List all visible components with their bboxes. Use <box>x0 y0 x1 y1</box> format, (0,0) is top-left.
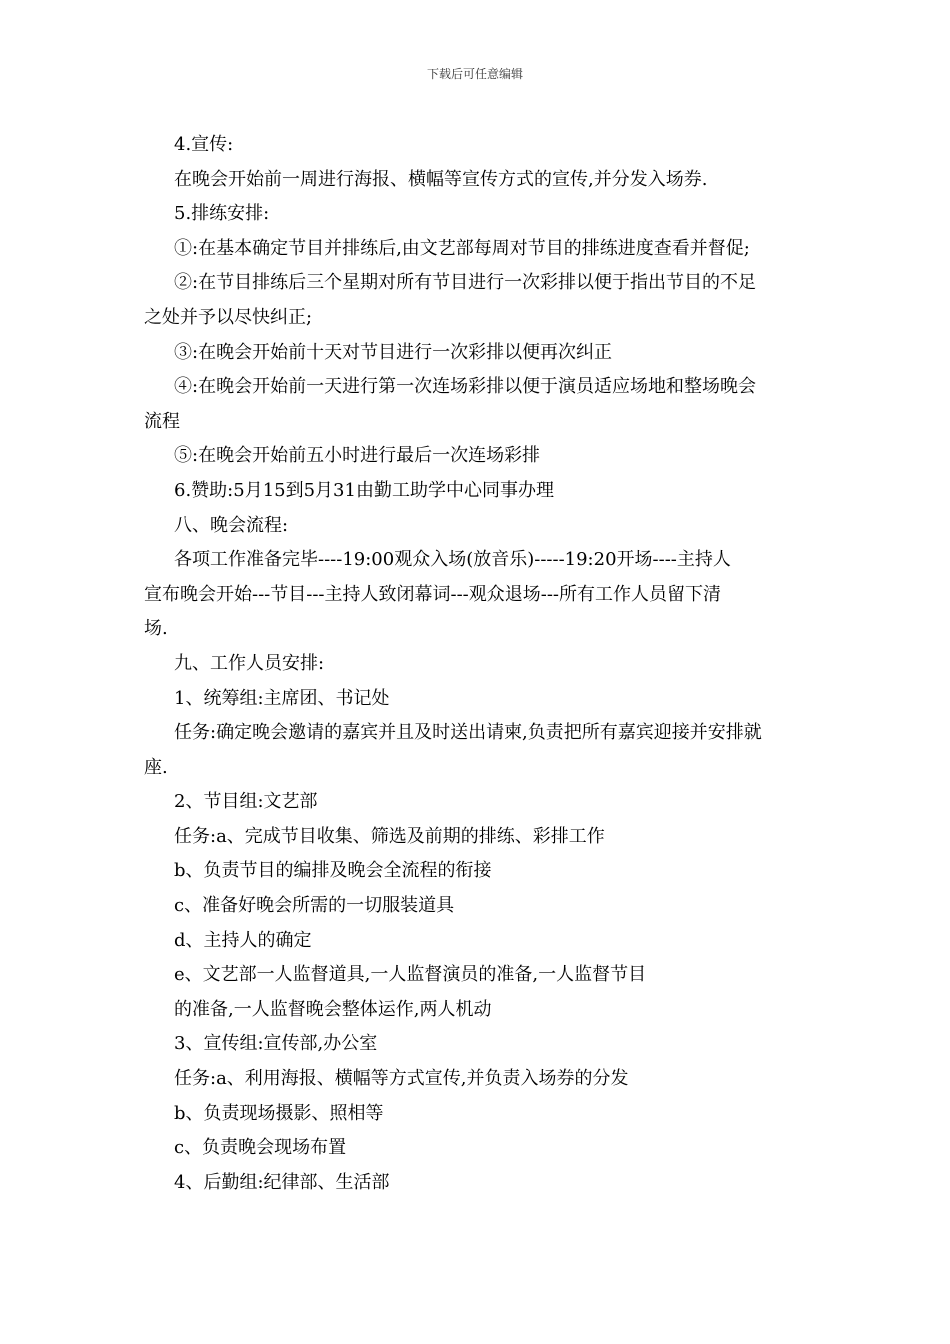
text-line: 4.宣传: <box>174 134 234 155</box>
text-line: ①:在基本确定节目并排练后,由文艺部每周对节目的排练进度查看并督促; <box>174 237 750 259</box>
text-line: b、负责现场摄影、照相等 <box>174 1102 384 1124</box>
text-line: 的准备,一人监督晚会整体运作,两人机动 <box>174 998 492 1020</box>
text-line: ②:在节目排练后三个星期对所有节目进行一次彩排以便于指出节目的不足 <box>174 272 757 294</box>
text-line: 任务:a、完成节目收集、筛选及前期的排练、彩排工作 <box>174 825 605 847</box>
text-line: 座. <box>144 756 168 778</box>
document-body <box>144 128 812 1200</box>
text-line: 场. <box>144 618 168 640</box>
text-line: 宣布晚会开始---节目---主持人致闭幕词---观众退场---所有工作人员留下清 <box>144 583 721 605</box>
text-line: 6.赞助:5月15到5月31由勤工助学中心同事办理 <box>174 479 554 501</box>
text-line: ⑤:在晚会开始前五小时进行最后一次连场彩排 <box>174 445 541 467</box>
text-line: 5.排练安排: <box>174 203 270 225</box>
text-line: 2、节目组:文艺部 <box>174 791 318 813</box>
text-line: c、负责晚会现场布置 <box>174 1137 347 1159</box>
text-line: b、负责节目的编排及晚会全流程的衔接 <box>174 860 492 882</box>
text-line: 九、工作人员安排: <box>174 652 325 674</box>
text-line: 3、宣传组:宣传部,办公室 <box>174 1033 378 1055</box>
text-line: 各项工作准备完毕----19:00观众入场(放音乐)-----19:20开场----主持人 <box>174 549 731 571</box>
text-line: c、准备好晚会所需的一切服装道具 <box>174 895 455 917</box>
text-line: 流程 <box>144 410 180 432</box>
text-line: 任务:a、利用海报、横幅等方式宣传,并负责入场券的分发 <box>174 1068 629 1090</box>
text-line: d、主持人的确定 <box>174 929 312 951</box>
text-line: 任务:确定晚会邀请的嘉宾并且及时送出请柬,负责把所有嘉宾迎接并安排就 <box>174 722 762 744</box>
text-line: 4、后勤组:纪律部、生活部 <box>174 1171 390 1193</box>
text-line: ④:在晚会开始前一天进行第一次连场彩排以便于演员适应场地和整场晚会 <box>174 376 757 398</box>
text-line: 之处并予以尽快纠正; <box>144 306 313 328</box>
page-header: 下载后可任意编辑 <box>426 67 523 81</box>
text-line: e、文艺部一人监督道具,一人监督演员的准备,一人监督节目 <box>174 964 647 986</box>
text-line: 八、晚会流程: <box>174 514 289 536</box>
text-line: 在晚会开始前一周进行海报、横幅等宣传方式的宣传,并分发入场券. <box>174 168 708 190</box>
text-line: 1、统筹组:主席团、书记处 <box>174 687 390 709</box>
text-line: ③:在晚会开始前十天对节目进行一次彩排以便再次纠正 <box>174 341 613 363</box>
